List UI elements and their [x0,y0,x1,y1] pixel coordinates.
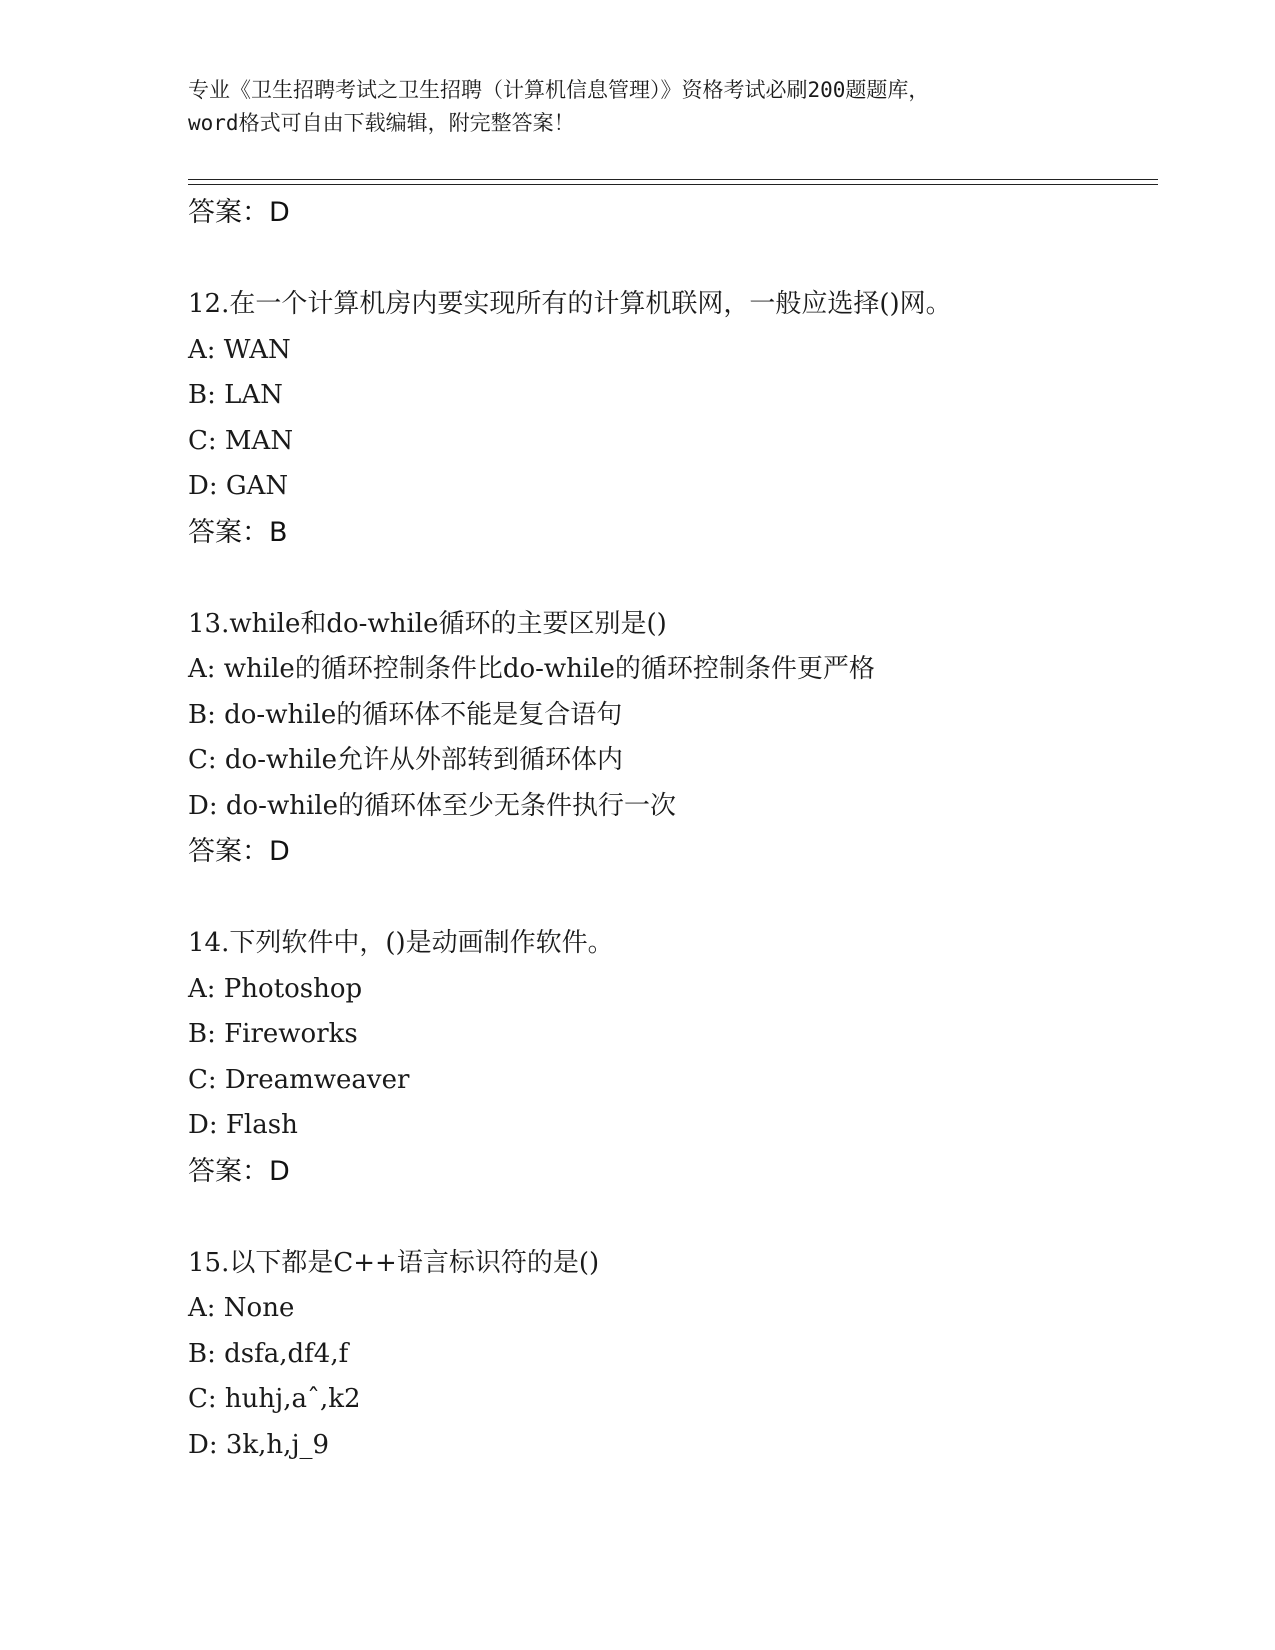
option-a: A: WAN [188,334,291,365]
document-header [188,74,1088,140]
question-block [188,921,1168,1195]
option-a: A: while的循环控制条件比do-while的循环控制条件更严格 [188,654,875,684]
option-b: B: do-while的循环体不能是复合语句 [188,699,623,730]
question-block [188,602,1168,876]
option-d: D: 3k,h,j_9 [188,1429,330,1460]
header-line-2: word格式可自由下载编辑，附完整答案！ [188,111,575,135]
answer-line: 答案：D [188,836,290,867]
question-title: 14.下列软件中，()是动画制作软件。 [188,928,614,958]
question-block [188,1241,1168,1469]
question-block [188,282,1168,556]
question-title: 12.在一个计算机房内要实现所有的计算机联网，一般应选择()网。 [188,289,952,319]
option-d: D: do-while的循环体至少无条件执行一次 [188,790,676,821]
option-b: B: Fireworks [188,1019,358,1049]
option-a: A: None [188,1293,295,1323]
answer-line: 答案：B [188,516,288,548]
option-a: A: Photoshop [188,973,363,1004]
header-line-1: 专业《卫生招聘考试之卫生招聘（计算机信息管理）》资格考试必刷200题题库， [188,78,930,102]
option-c: C: Dreamweaver [188,1064,410,1095]
option-c: C: do-while允许从外部转到循环体内 [188,745,624,775]
question-title: 13.while和do-while循环的主要区别是() [188,608,667,639]
option-c: C: huhj,aˆ,k2 [188,1384,361,1414]
option-d: D: GAN [188,471,289,501]
option-c: C: MAN [188,425,294,456]
header-divider-bottom [188,184,1158,185]
answer-line: 答案：D [188,1155,290,1187]
answer-line: 答案：D [188,197,290,228]
header-divider-top [188,179,1158,180]
option-b: B: LAN [188,380,283,410]
option-b: B: dsfa,df4,f [188,1338,349,1369]
question-list [188,190,1168,1468]
question-title: 15.以下都是C++语言标识符的是() [188,1247,600,1278]
option-d: D: Flash [188,1110,298,1140]
